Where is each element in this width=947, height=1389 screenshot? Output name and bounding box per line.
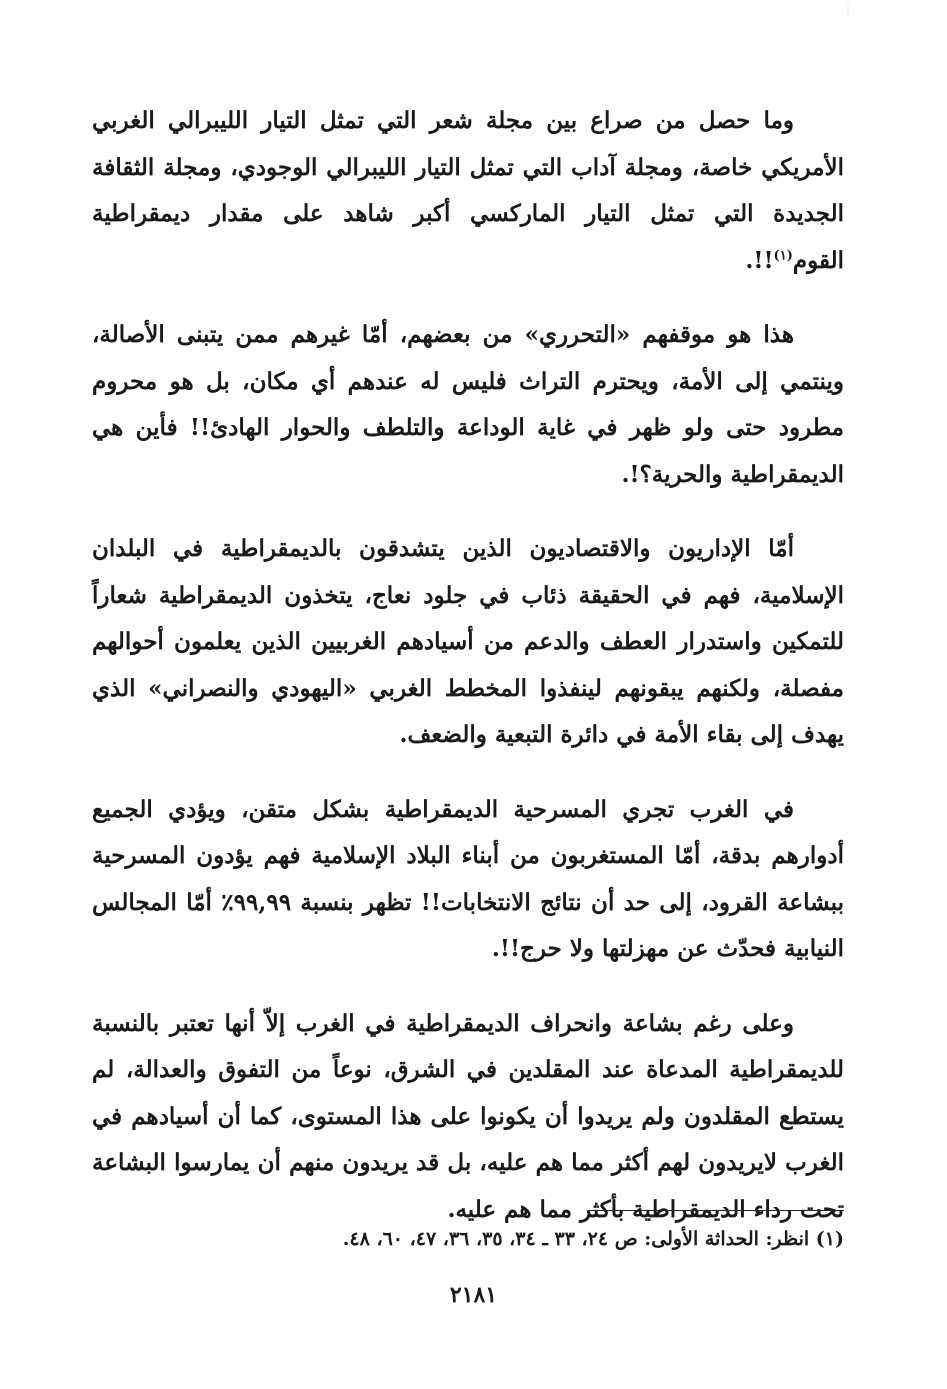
footnote-reference[interactable]: (١) (773, 247, 793, 263)
footnote-divider (588, 1210, 844, 1211)
paragraph-3: أمّا الإداريون والاقتصاديون الذين يتشدقون بالديمقراطية في البلدان الإسلامية، فهم في الحقيقة ذئاب في جلود نعاج، يتخذون الديمقراطية شعاراً للتمكين واستدرار العطف والدعم من أسيادهم الغربيين الذين يعلمون أحوالهم مفصلة، ولكنهم يبقونهم لينفذوا المخطط الغربي «اليهودي والنصراني» الذي يهدف إلى بقاء الأمة في دائرة التبعية والضعف. (92, 535, 845, 748)
paragraph-1 (92, 98, 844, 284)
paragraph-4: في الغرب تجري المسرحية الديمقراطية بشكل متقن، ويؤدي الجميع أدوارهم بدقة، أمّا المستغربون من أبناء البلاد الإسلامية فهم يؤدون المسرحية ببشاعة القرود، إلى حد أن نتائج الانتخابات!! تظهر بنسبة ٩٩,٩٩٪ أمّا المجالس النيابية فحدّث عن مهزلتها ولا حرج!!. (92, 795, 845, 962)
paragraph-2: هذا هو موقفهم «التحرري» من بعضهم، أمّا غيرهم ممن يتبنى الأصالة، وينتمي إلى الأمة، ويحترم التراث فليس له عندهم أي مكان، بل هو محروم مطرود حتى ولو ظهر في غاية الوداعة والتلطف والحوار الهادئ!! فأين هي الديمقراطية والحرية؟!. (92, 321, 844, 488)
page-number: ٢١٨١ (449, 1282, 498, 1308)
paragraph-1-ending: !!. (745, 246, 774, 274)
footnote: (١) انظر: الحداثة الأولى: ص ٢٤، ٣٣ ـ ٣٤، ٣٥، ٣٦، ٤٧، ٦٠، ٤٨. (342, 1228, 844, 1250)
scan-corner-mark: ⋮ (843, 4, 853, 15)
paragraph-1-text: وما حصل من صراع بين مجلة شعر التي تمثل التيار الليبرالي الغربي الأمريكي خاصة، ومجلة آداب التي تمثل التيار الليبرالي الوجودي، ومجلة الثقافة الجديدة التي تمثل التيار الماركسي أكبر شاهد على مقدار ديمقراطية القوم (92, 107, 844, 274)
body-text (92, 98, 844, 1261)
paragraph-5: وعلى رغم بشاعة وانحراف الديمقراطية في الغرب إلاّ أنها تعتبر بالنسبة للديمقراطية المدعاة عند المقلدين في الشرق، نوعاً من التفوق والعدالة، لم يستطع المقلدون ولم يريدوا أن يكونوا على هذا المستوى، كما أن أسيادهم في الغرب لايريدون لهم أكثر مما هم عليه، بل قد يريدون منهم أن يمارسوا البشاعة تحت رداء الديمقراطية بأكثر مما هم عليه. (92, 1009, 844, 1223)
